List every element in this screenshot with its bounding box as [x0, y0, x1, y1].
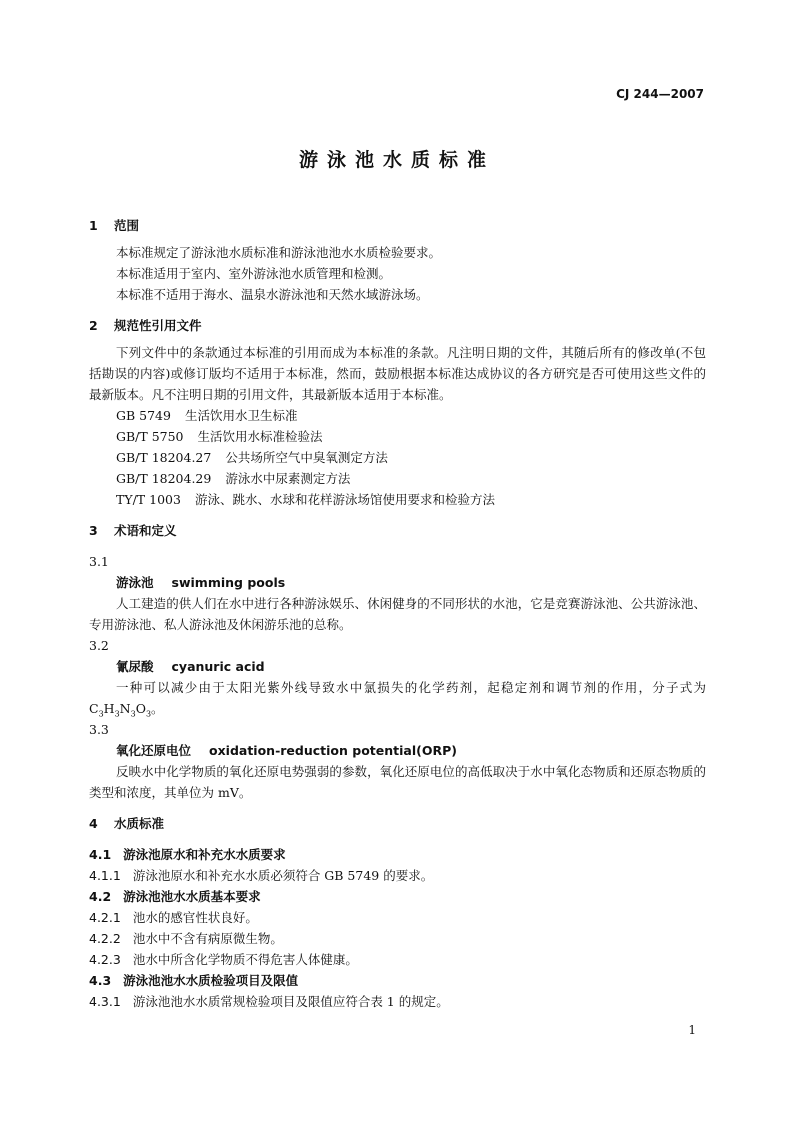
- scope-line: 本标准适用于室内、室外游泳池水质管理和检测。: [116, 266, 392, 281]
- section-title: 规范性引用文件: [114, 318, 202, 333]
- clause: 4.3.1 游泳池池水水质常规检验项目及限值应符合表 1 的规定。: [89, 994, 449, 1009]
- section-heading-water-quality-standard: [89, 813, 706, 834]
- document-body: [89, 215, 706, 1012]
- reference-code: TY/T 1003: [116, 492, 181, 507]
- reference-title: 生活饮用水卫生标准: [184, 408, 298, 423]
- reference-title: 公共场所空气中臭氧测定方法: [225, 450, 388, 465]
- section-heading-scope: [89, 215, 706, 236]
- term-number: 3.1: [89, 554, 109, 569]
- document-title: 游泳池水质标准: [298, 149, 495, 171]
- term-number: 3.3: [89, 722, 109, 737]
- subsection-heading: 4.2 游泳池池水水质基本要求: [89, 889, 261, 904]
- references-intro-paragraph: 下列文件中的条款通过本标准的引用而成为本标准的条款。凡注明日期的文件，其随后所有的修改单(不包括勘误的内容)或修订版均不适用于本标准，然而，鼓励根据本标准达成协议的各方研究是否可使用这些文件的最新版本。凡不注明日期的引用文件，其最新版本适用于本标准。: [89, 345, 706, 402]
- clause: 4.1.1 游泳池原水和补充水水质必须符合 GB 5749 的要求。: [89, 868, 434, 883]
- reference-item: [89, 426, 706, 447]
- section-number: 3: [89, 523, 98, 538]
- reference-code: GB 5749: [116, 408, 171, 423]
- subsection-heading: 4.1 游泳池原水和补充水水质要求: [89, 847, 286, 862]
- term-number: 3.2: [89, 638, 109, 653]
- section-heading-terms-definitions: [89, 520, 706, 541]
- reference-item: [89, 468, 706, 489]
- term-definition: 人工建造的供人们在水中进行各种游泳娱乐、休闲健身的不同形状的水池，它是竞赛游泳池、公共游泳池、专用游泳池、私人游泳池及休闲游乐池的总称。: [89, 596, 706, 632]
- clause: 4.2.1 池水的感官性状良好。: [89, 910, 258, 925]
- page-number: 1: [688, 1023, 696, 1037]
- term-name-cn: 游泳池: [116, 575, 154, 590]
- term-name-cn: 氧化还原电位: [116, 743, 192, 758]
- term-name: [89, 572, 706, 593]
- section-title: 范围: [114, 218, 140, 233]
- reference-code: GB/T 18204.29: [116, 471, 212, 486]
- reference-item: [89, 405, 706, 426]
- section-title: 术语和定义: [114, 523, 177, 538]
- scope-line: 本标准不适用于海水、温泉水游泳池和天然水域游泳场。: [116, 287, 429, 302]
- reference-code: GB/T 5750: [116, 429, 184, 444]
- term-name-en: swimming pools: [171, 575, 286, 590]
- reference-item: [89, 447, 706, 468]
- subsection-heading: 4.3 游泳池池水水质检验项目及限值: [89, 973, 299, 988]
- term-name-cn: 氰尿酸: [116, 659, 154, 674]
- section-number: 1: [89, 218, 98, 233]
- term-name-en: oxidation-reduction potential(ORP): [209, 743, 457, 758]
- reference-title: 生活饮用水标准检验法: [197, 429, 323, 444]
- section-number: 4: [89, 816, 98, 831]
- chemical-formula: $C_3H_3N_3O_3$: [89, 701, 152, 719]
- reference-code: GB/T 18204.27: [116, 450, 212, 465]
- clause: 4.2.3 池水中所含化学物质不得危害人体健康。: [89, 952, 358, 967]
- term-definition: 一种可以减少由于太阳光紫外线导致水中氯损失的化学药剂，起稳定剂和调节剂的作用，分子式为$C_3H_3N_3O_3$。: [89, 680, 706, 719]
- clause: 4.2.2 池水中不含有病原微生物。: [89, 931, 283, 946]
- section-heading-normative-references: [89, 315, 706, 336]
- section-title: 水质标准: [114, 816, 165, 831]
- standard-code: CJ 244—2007: [616, 87, 704, 101]
- term-name-en: cyanuric acid: [171, 659, 265, 674]
- term-name: [89, 740, 706, 761]
- reference-title: 游泳水中尿素测定方法: [225, 471, 351, 486]
- term-definition: 反映水中化学物质的氧化还原电势强弱的参数，氧化还原电位的高低取决于水中氧化态物质和还原态物质的类型和浓度，其单位为 mV。: [89, 764, 706, 800]
- term-name: [89, 656, 706, 677]
- scope-line: 本标准规定了游泳池水质标准和游泳池池水水质检验要求。: [116, 245, 442, 260]
- reference-title: 游泳、跳水、水球和花样游泳场馆使用要求和检验方法: [194, 492, 495, 507]
- reference-item: [89, 489, 706, 510]
- section-number: 2: [89, 318, 98, 333]
